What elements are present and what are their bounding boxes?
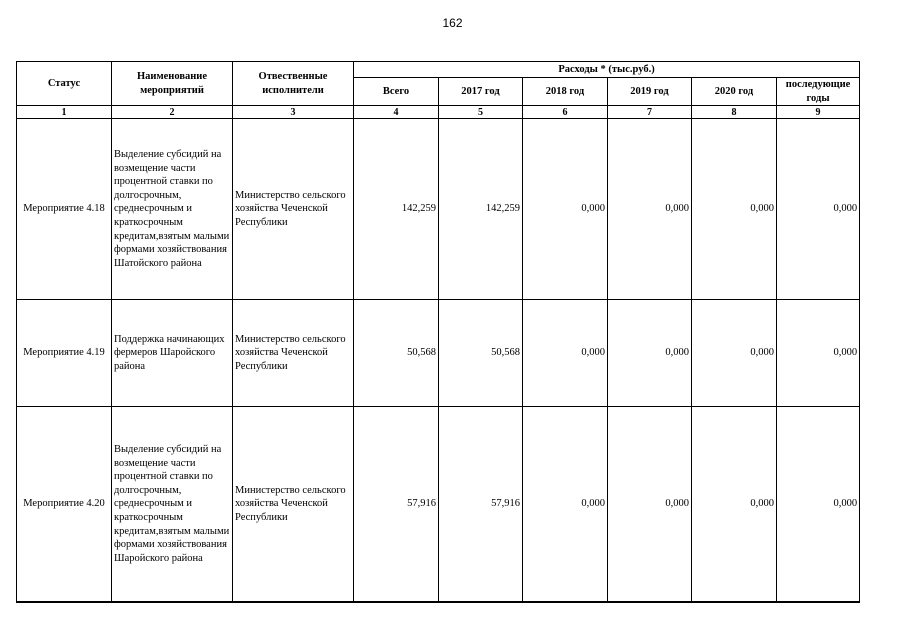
row-executor: Министерство сельского хозяйства Чеченской Республики	[233, 119, 354, 300]
row-name: Выделение субсидий на возмещение части процентной ставки по долгосрочным, среднесрочным и краткосрочным кредитам,взятым малыми формами хозяйствования Шаройского района	[112, 407, 233, 603]
header-later-years: последующие годы	[777, 78, 860, 106]
row-2019: 0,000	[608, 119, 692, 300]
header-2017: 2017 год	[439, 78, 523, 106]
column-number: 4	[354, 106, 439, 119]
budget-table	[16, 61, 860, 603]
row-2017: 142,259	[439, 119, 523, 300]
row-name: Выделение субсидий на возмещение части процентной ставки по долгосрочным, среднесрочным и краткосрочным кредитам,взятым малыми формами хозяйствования Шатойского района	[112, 119, 233, 300]
row-executor: Министерство сельского хозяйства Чеченской Республики	[233, 300, 354, 407]
column-number: 9	[777, 106, 860, 119]
row-later-years: 0,000	[777, 300, 860, 407]
row-total: 50,568	[354, 300, 439, 407]
table-row	[17, 407, 860, 603]
row-2020: 0,000	[692, 407, 777, 603]
row-executor: Министерство сельского хозяйства Чеченской Республики	[233, 407, 354, 603]
column-number: 5	[439, 106, 523, 119]
row-2017: 57,916	[439, 407, 523, 603]
row-2018: 0,000	[523, 119, 608, 300]
row-status: Мероприятие 4.18	[17, 119, 112, 300]
row-2019: 0,000	[608, 300, 692, 407]
header-2019: 2019 год	[608, 78, 692, 106]
header-expenses-group: Расходы * (тыс.руб.)	[354, 62, 860, 78]
header-name: Наименование мероприятий	[112, 62, 233, 106]
table-row	[17, 300, 860, 407]
row-2020: 0,000	[692, 119, 777, 300]
column-number: 2	[112, 106, 233, 119]
column-number: 7	[608, 106, 692, 119]
row-name: Поддержка начинающих фермеров Шаройского района	[112, 300, 233, 407]
row-2019: 0,000	[608, 407, 692, 603]
table-row	[17, 119, 860, 300]
column-number: 3	[233, 106, 354, 119]
header-executors: Отвественные исполнители	[233, 62, 354, 106]
column-number: 6	[523, 106, 608, 119]
row-later-years: 0,000	[777, 407, 860, 603]
row-status: Мероприятие 4.19	[17, 300, 112, 407]
row-status: Мероприятие 4.20	[17, 407, 112, 603]
row-2020: 0,000	[692, 300, 777, 407]
header-status: Статус	[17, 62, 112, 106]
row-2018: 0,000	[523, 300, 608, 407]
header-total: Всего	[354, 78, 439, 106]
header-2018: 2018 год	[523, 78, 608, 106]
column-number: 8	[692, 106, 777, 119]
column-number: 1	[17, 106, 112, 119]
page-number: 162	[442, 16, 463, 30]
header-2020: 2020 год	[692, 78, 777, 106]
row-2018: 0,000	[523, 407, 608, 603]
row-2017: 50,568	[439, 300, 523, 407]
row-later-years: 0,000	[777, 119, 860, 300]
row-total: 57,916	[354, 407, 439, 603]
row-total: 142,259	[354, 119, 439, 300]
